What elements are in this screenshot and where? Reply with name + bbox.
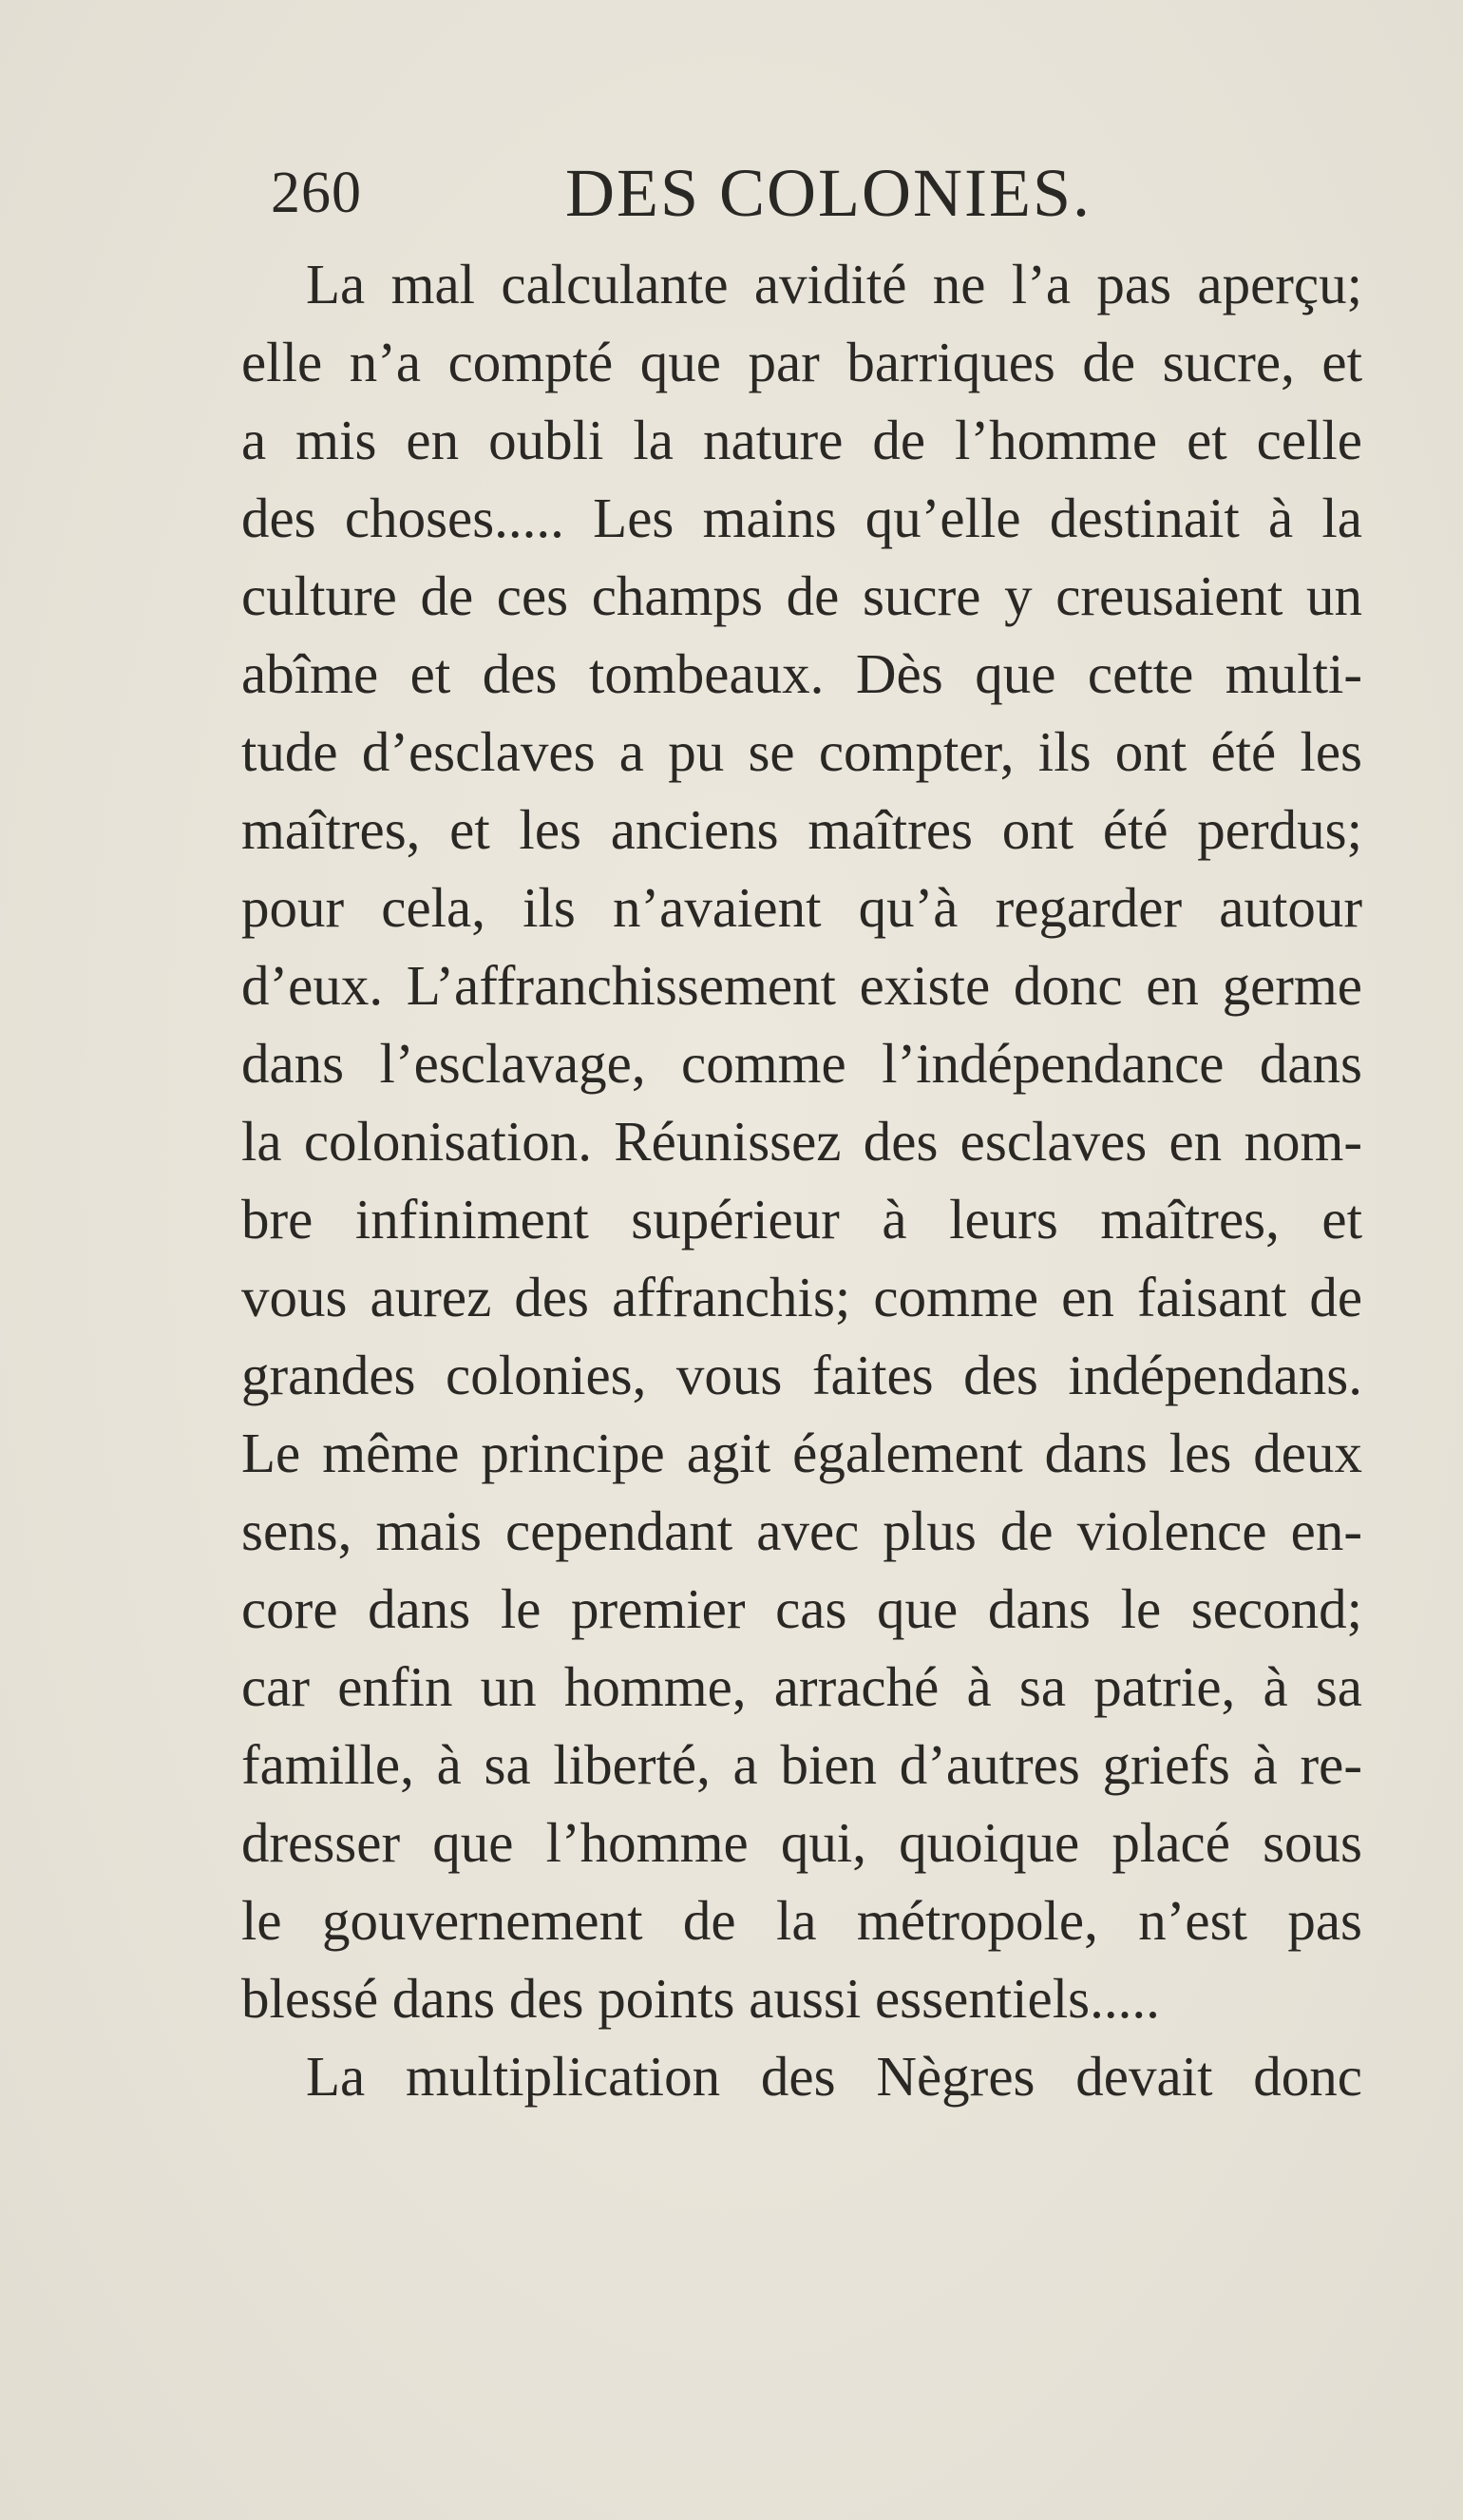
text-line-22: le gouvernement de la métropole, n’est pas: [241, 1889, 1362, 1952]
page-header: [271, 150, 1221, 236]
text-line-3: a mis en oubli la nature de l’homme et celle: [241, 409, 1362, 471]
text-line-23: blessé dans des points aussi essentiels.....: [241, 1967, 1160, 2030]
text-line-5: culture de ces champs de sucre y creusaient un: [241, 564, 1362, 627]
text-line-13: bre infiniment supérieur à leurs maîtres, et: [241, 1188, 1362, 1250]
text-line-2: elle n’a compté que par barriques de sucre, et: [241, 331, 1362, 393]
text-line-11: dans l’esclavage, comme l’indépendance dans: [241, 1032, 1362, 1095]
text-line-18: core dans le premier cas que dans le second;: [241, 1577, 1362, 1640]
text-line-14: vous aurez des affranchis; comme en faisant de: [241, 1266, 1362, 1328]
text-line-10: d’eux. L’affranchissement existe donc en germe: [241, 954, 1362, 1017]
text-line-17: sens, mais cependant avec plus de violence en-: [241, 1499, 1362, 1562]
text-line-12: la colonisation. Réunissez des esclaves en nom-: [241, 1110, 1362, 1173]
text-line-8: maîtres, et les anciens maîtres ont été perdus;: [241, 798, 1362, 861]
text-line-16: Le même principe agit également dans les deux: [241, 1422, 1362, 1484]
text-line-15: grandes colonies, vous faites des indépendans.: [241, 1344, 1362, 1406]
text-line-6: abîme et des tombeaux. Dès que cette multi-: [241, 642, 1362, 705]
text-line-19: car enfin un homme, arraché à sa patrie, à sa: [241, 1655, 1362, 1718]
text-line-21: dresser que l’homme qui, quoique placé sous: [241, 1811, 1362, 1874]
text-line-7: tude d’esclaves a pu se compter, ils ont été les: [241, 720, 1362, 783]
text-line-20: famille, à sa liberté, a bien d’autres griefs à re-: [241, 1733, 1362, 1796]
page-number: 260: [271, 161, 362, 225]
text-line-9: pour cela, ils n’avaient qu’à regarder autour: [241, 876, 1362, 939]
text-line-24: La multiplication des Nègres devait donc: [306, 2045, 1362, 2108]
body-text: [241, 245, 1362, 2115]
running-head: DES COLONIES.: [565, 155, 1092, 231]
text-line-4: des choses..... Les mains qu’elle destinait à la: [241, 487, 1362, 549]
text-line-1: La mal calculante avidité ne l’a pas aperçu;: [306, 253, 1362, 315]
